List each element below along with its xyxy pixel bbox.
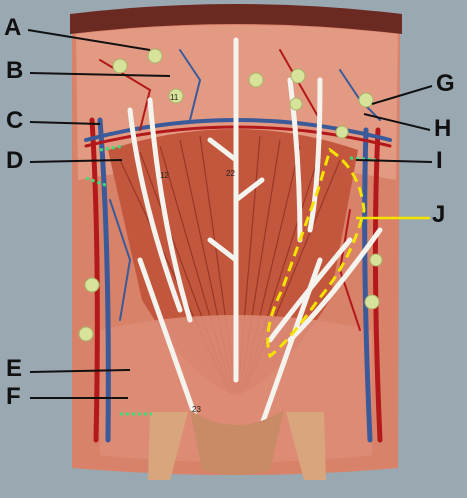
label-i: I bbox=[436, 147, 443, 174]
label-b: B bbox=[6, 57, 24, 84]
label-h: H bbox=[434, 115, 452, 142]
model-number-11: 11 bbox=[170, 93, 179, 102]
label-f: F bbox=[6, 383, 21, 410]
label-a: A bbox=[4, 14, 22, 41]
model-number-12: 12 bbox=[160, 171, 169, 180]
label-j: J bbox=[432, 201, 446, 228]
label-c: C bbox=[6, 107, 24, 134]
label-d: D bbox=[6, 147, 24, 174]
model-number-23: 23 bbox=[192, 405, 201, 414]
label-g: G bbox=[436, 70, 455, 97]
label-e: E bbox=[6, 355, 23, 382]
model-number-22: 22 bbox=[226, 169, 235, 178]
